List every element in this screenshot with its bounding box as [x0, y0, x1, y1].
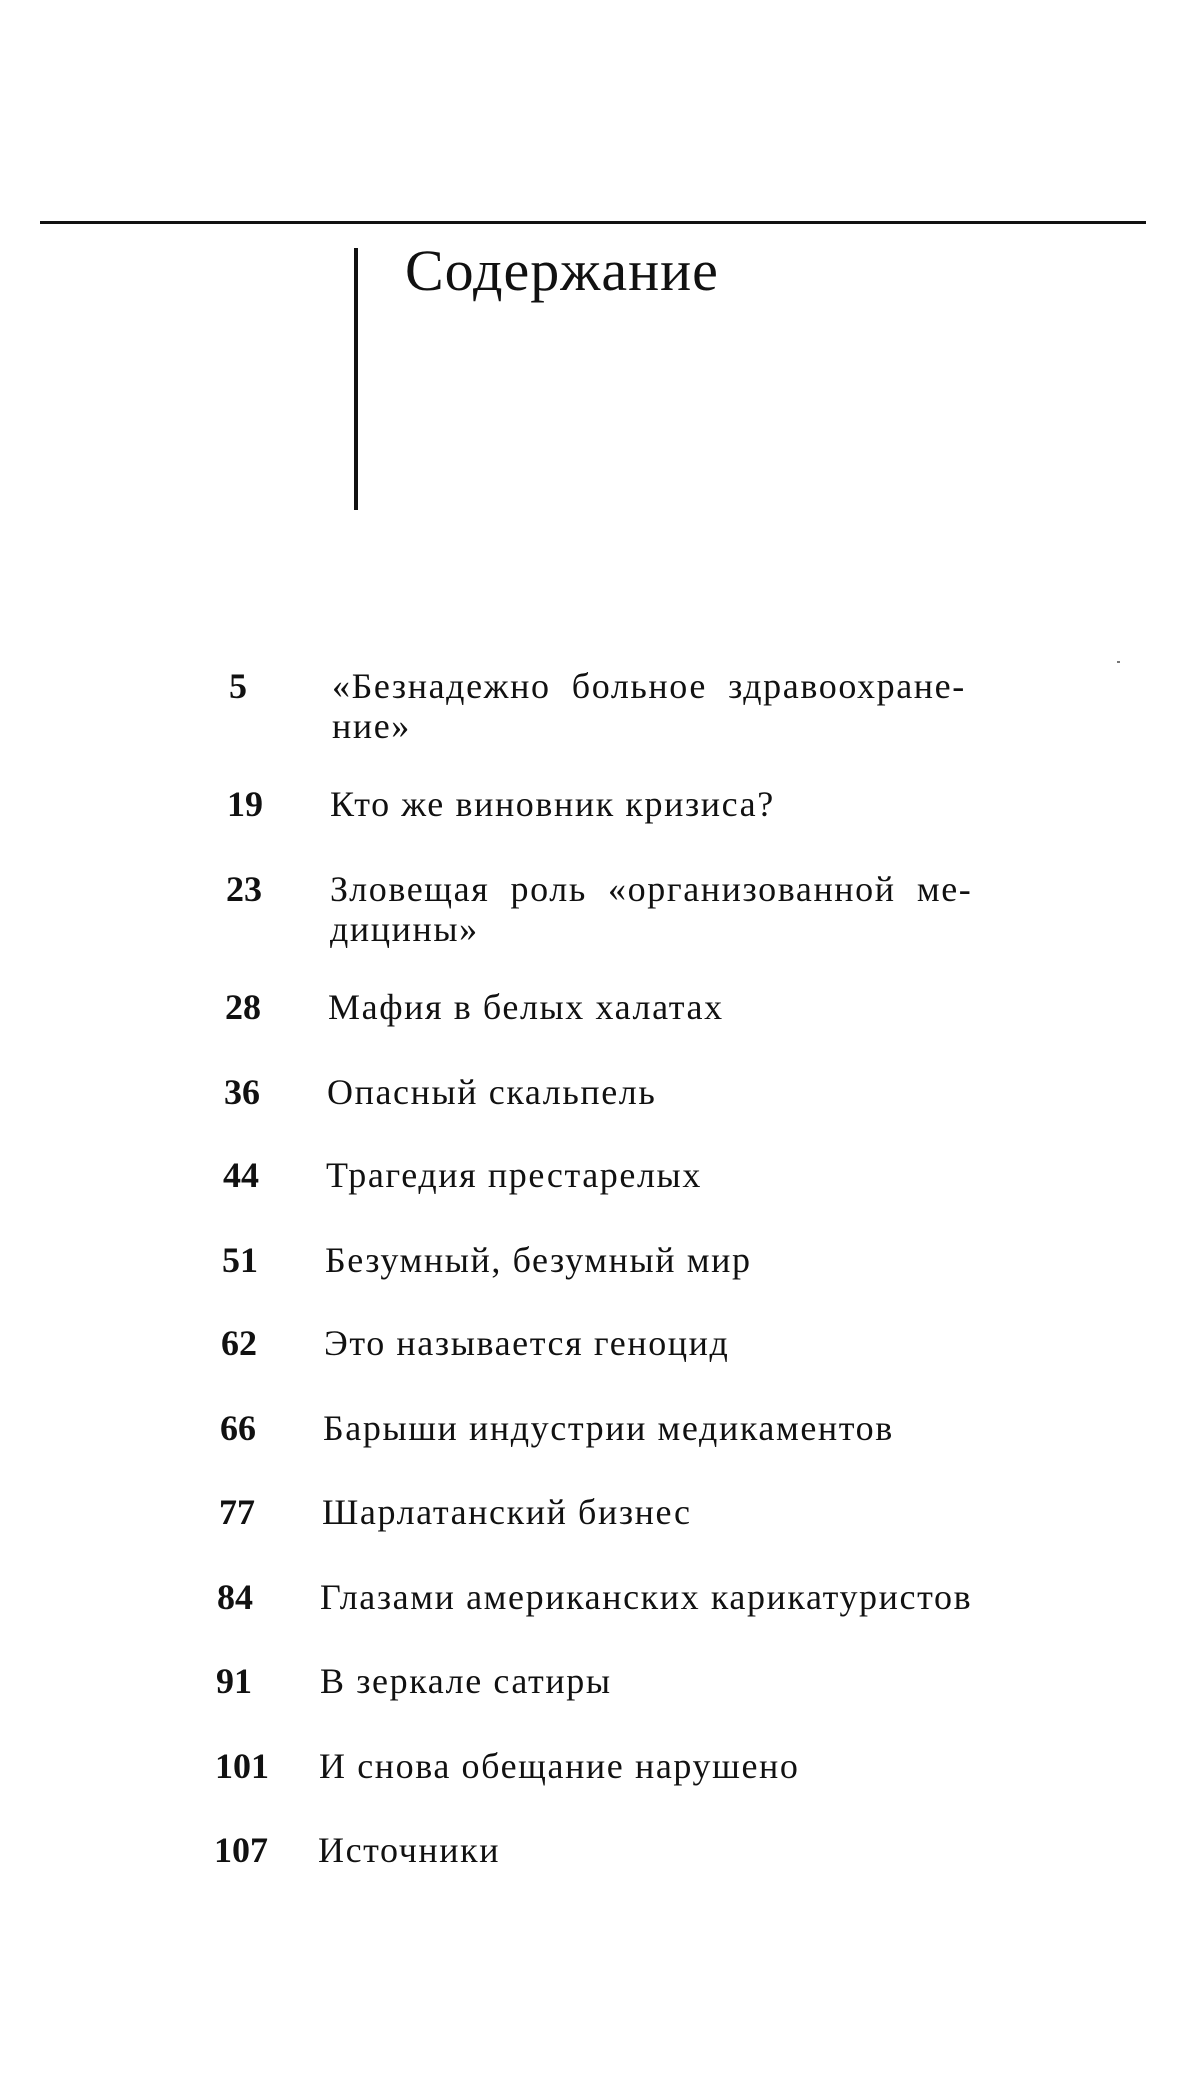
toc-page-number: 77 [219, 1492, 255, 1532]
toc-entry-title: Опасный скальпель [327, 1072, 657, 1112]
toc-page-number: 107 [214, 1830, 268, 1870]
toc-entry-title: Кто же виновник кризиса? [330, 784, 775, 824]
toc-entry-title: В зеркале сатиры [320, 1661, 612, 1701]
toc-entry-title: Это называется геноцид [324, 1323, 730, 1363]
toc-page-number: 101 [215, 1746, 269, 1786]
toc-entry-title: Мафия в белых халатах [328, 987, 724, 1027]
toc-entry-line: дицины» [330, 909, 479, 949]
toc-entry-line: Зловещая роль «организованной ме- [330, 869, 973, 909]
toc-page-number: 19 [227, 784, 263, 824]
toc-entry-title: Трагедия престарелых [326, 1155, 702, 1195]
toc-page-number: 44 [223, 1155, 259, 1195]
toc-entry-title [330, 869, 1150, 949]
page-title: Содержание [405, 238, 719, 303]
toc-entry-title: Безумный, безумный мир [325, 1240, 752, 1280]
toc-page-number: 66 [220, 1408, 256, 1448]
toc-entry-title: И снова обещание нарушено [319, 1746, 800, 1786]
toc-page-number: 23 [226, 869, 262, 909]
toc-entry-line: ние» [332, 706, 411, 746]
toc-entry-title: Источники [318, 1830, 501, 1870]
toc-entry-title: Шарлатанский бизнес [322, 1492, 692, 1532]
toc-page-number: 36 [224, 1072, 260, 1112]
toc-page-number: 62 [221, 1323, 257, 1363]
toc-page-number: 5 [229, 666, 247, 706]
toc-page-number: 91 [216, 1661, 252, 1701]
toc-entry-title: Глазами американских карикатуристов [320, 1577, 973, 1617]
toc-page-number: 28 [225, 987, 261, 1027]
toc-page-number: 51 [222, 1240, 258, 1280]
toc-entry-title [332, 666, 1152, 746]
toc-entry-title: Барыши индустрии медикаментов [323, 1408, 894, 1448]
toc-page-number: 84 [217, 1577, 253, 1617]
toc-entry-line: «Безнадежно больное здравоохране- [332, 666, 966, 706]
